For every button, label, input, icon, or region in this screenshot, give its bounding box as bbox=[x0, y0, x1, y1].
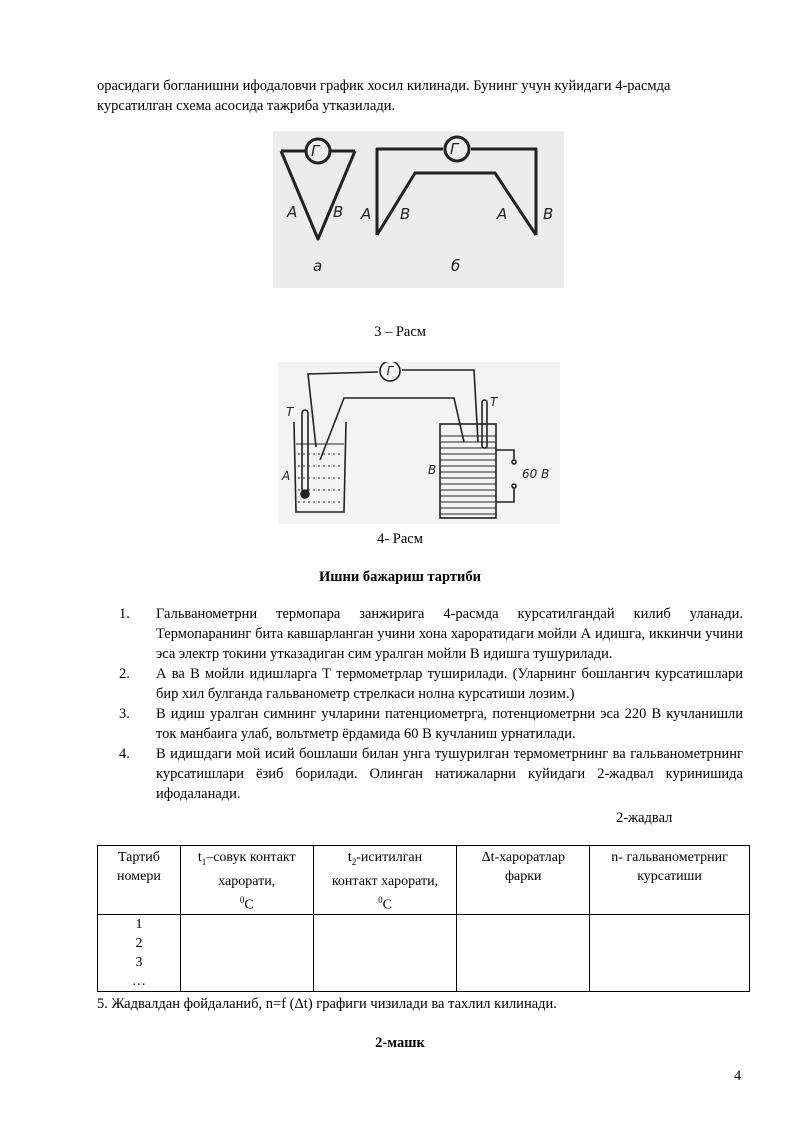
table-header-row bbox=[98, 846, 750, 915]
empty-cell bbox=[180, 915, 313, 992]
intro-line-2: курсатилган схема асосида тажриба утказилади. bbox=[97, 98, 396, 114]
empty-cell bbox=[590, 915, 750, 992]
fig3b-galvanometer-symbol: Г bbox=[450, 140, 459, 158]
step-5-text: 5. Жадвалдан фойдаланиб, n=f (Δt) графиги чизилади ва тахлил килинади. bbox=[97, 996, 557, 1012]
next-section-heading: 2-машк bbox=[375, 1035, 425, 1051]
step-text: В идиш уралган симнинг учларини патенциометрга, потенциометрни эса 220 В кучланишли ток манбаига улаб, вольтметр ёрдамида 60 В кучланиш урнатилади. bbox=[156, 706, 743, 742]
col-header-order: Тартиб номери bbox=[98, 846, 181, 915]
fig3a-label-a: A bbox=[287, 203, 298, 221]
fig3b-label-b-right: B bbox=[543, 205, 554, 223]
step-number: 3. bbox=[119, 706, 130, 722]
procedure-heading: Ишни бажариш тартиби bbox=[319, 569, 481, 585]
intro-paragraph bbox=[97, 76, 743, 116]
figure-3-diagram bbox=[273, 131, 564, 288]
col-header-temp-difference: Δt-хароратлар фарки bbox=[457, 846, 590, 915]
fig4-thermometer-label-a: T bbox=[286, 405, 294, 419]
step-item bbox=[97, 704, 743, 744]
step-text: В идишдаги мой исий бошлаши билан унга тушурилган термометрнинг ва гальванометрнинг курсатишлари ёзиб борилади. Олинган натижаларни куйидаги 2-жадвал куринишида ифодаланади. bbox=[156, 746, 743, 802]
figure-3-caption: 3 – Расм bbox=[374, 324, 426, 340]
fig3-sub-label-a: a bbox=[313, 257, 323, 275]
col-header-galvanometer-reading: n- гальванометрниг курсатиши bbox=[590, 846, 750, 915]
table-row bbox=[98, 915, 750, 992]
step-number: 1. bbox=[119, 606, 130, 622]
step-number: 2. bbox=[119, 666, 130, 682]
step-item bbox=[97, 604, 743, 664]
fig4-vessel-b-label: B bbox=[428, 463, 437, 477]
fig3b-label-b-left: B bbox=[400, 205, 411, 223]
fig3b-label-a-right: A bbox=[497, 205, 508, 223]
step-number: 4. bbox=[119, 746, 130, 762]
fig4-galvanometer-symbol: Г bbox=[386, 364, 394, 378]
results-table bbox=[97, 845, 750, 992]
fig3a-label-b: B bbox=[333, 203, 344, 221]
fig3b-label-a-left: A bbox=[361, 205, 372, 223]
empty-cell bbox=[313, 915, 457, 992]
step-item bbox=[97, 664, 743, 704]
col-header-hot-temp: $t_2$-иситилган контакт харорати, $^0$C bbox=[313, 846, 457, 915]
procedure-steps bbox=[97, 604, 743, 804]
step-text: А ва В мойли идишларга Т термометрлар туширилади. (Уларнинг бошлангич курсатишлари бир хил булганда гальванометр стрелкаси нолна курсатиши лозим.) bbox=[156, 666, 743, 702]
col-header-cold-temp: $t_1$–совук контакт харорати, $^0$C bbox=[180, 846, 313, 915]
row-numbers-cell: 1 2 3 … bbox=[98, 915, 181, 992]
fig3-sub-label-b: б bbox=[451, 257, 461, 275]
step-text: Гальванометрни термопара занжирига 4-расмда курсатилгандай килиб уланади. Термопаранинг бита кавшарланган учини хона хароратидаги мойли А идишга, иккинчи учини эса электр токини утказадиган сим уралган мойли В идишга тушурилади. bbox=[156, 606, 743, 662]
figure-4-caption: 4- Расм bbox=[377, 531, 423, 547]
empty-cell bbox=[457, 915, 590, 992]
fig3a-galvanometer-symbol: Г bbox=[311, 142, 320, 160]
fig4-thermometer-label-b: T bbox=[490, 395, 498, 409]
intro-line-1: орасидаги богланишни ифодаловчи график хосил килинади. Бунинг учун куйидаги 4-расмда bbox=[97, 78, 671, 94]
page-number: 4 bbox=[734, 1068, 742, 1084]
figure-4-diagram bbox=[278, 362, 560, 524]
step-item bbox=[97, 744, 743, 804]
table-label: 2-жадвал bbox=[616, 810, 673, 826]
fig4-voltage-label: 60 B bbox=[522, 467, 550, 481]
fig4-vessel-a-label: A bbox=[282, 469, 291, 483]
